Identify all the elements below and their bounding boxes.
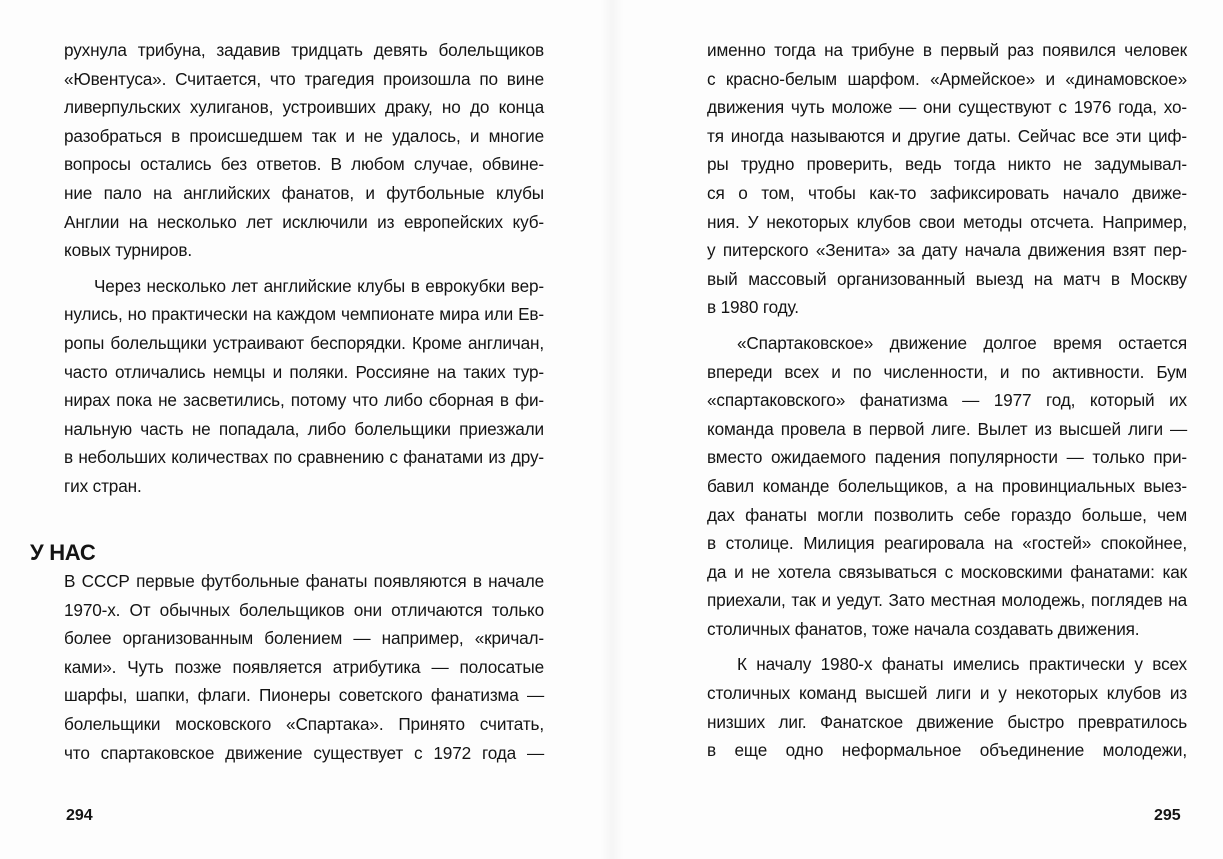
right-page-text	[707, 36, 1187, 765]
text-line: столичных команд высшей лиги и у некоторых клубов из	[707, 683, 1187, 704]
text-line: с красно-белым шарфом. «Армейское» и «динамовское»	[707, 68, 1187, 89]
text-line: Англии на несколько лет исключили из европейских куб-	[64, 211, 544, 232]
section-heading: У НАС	[30, 540, 96, 565]
left-paragraph-3	[64, 567, 544, 767]
text-line: вый массовый организованный выезд на матч в Москву	[707, 268, 1187, 289]
text-line: ры трудно проверить, ведь тогда никто не задумывал-	[707, 154, 1187, 175]
text-line: у питерского «Зенита» за дату начала движения взят пер-	[707, 240, 1187, 261]
text-line: гих стран.	[64, 475, 142, 496]
text-line: «спартаковского» фанатизма — 1977 год, который их	[707, 390, 1187, 411]
right-paragraph-3	[707, 650, 1187, 764]
text-line: ковых турниров.	[64, 240, 193, 261]
text-line: тя иногда называются и другие даты. Сейчас все эти циф-	[707, 125, 1187, 146]
text-line: впереди всех и по численности, и по активности. Бум	[707, 361, 1187, 382]
text-line: «Ювентуса». Считается, что трагедия произошла по вине	[64, 68, 544, 89]
page-number-left: 294	[66, 807, 93, 824]
right-paragraph-2	[707, 329, 1187, 644]
text-line: да и не хотела связываться с московскими фанатами: как	[707, 561, 1187, 582]
text-line: в небольших количествах по сравнению с фанатами из дру-	[64, 447, 544, 468]
text-line: Через несколько лет английские клубы в еврокубки вер-	[94, 275, 544, 296]
text-line: дах фанаты могли позволить себе гораздо больше, чем	[707, 504, 1187, 525]
text-line: приехали, так и уедут. Зато местная молодежь, поглядев на	[707, 590, 1187, 611]
text-line: команда провела в первой лиге. Вылет из высшей лиги —	[707, 418, 1187, 439]
text-line: именно тогда на трибуне в первый раз появился человек	[707, 40, 1187, 60]
text-line: ние пало на английских фанатов, и футбольные клубы	[64, 182, 544, 203]
text-line: ливерпульских хулиганов, устроивших драку, но до конца	[64, 97, 544, 118]
text-line: «Спартаковское» движение долгое время остается	[737, 332, 1187, 353]
text-line: нальную часть не попадала, либо болельщики приезжали	[64, 418, 544, 439]
text-line: ками». Чуть позже появляется атрибутика — полосатые	[64, 656, 544, 677]
text-line: бавил команде болельщиков, а на провинциальных выез-	[707, 475, 1187, 496]
right-paragraph-1	[707, 36, 1187, 322]
text-line: болельщики московского «Спартака». Принято считать,	[64, 713, 544, 734]
text-line: вопросы остались без ответов. В любом случае, обвине-	[64, 154, 544, 175]
book-gutter	[600, 0, 624, 859]
text-line: в 1980 году.	[707, 297, 799, 318]
text-line: в столице. Милиция реагировала на «гостей» спокойнее,	[707, 533, 1187, 554]
text-line: нулись, но практически на каждом чемпионате мира или Ев-	[64, 304, 544, 325]
left-paragraph-1	[64, 36, 544, 265]
page-number-right: 295	[1154, 807, 1181, 824]
text-line: что спартаковское движение существует с 1972 года —	[64, 742, 544, 763]
left-paragraph-2	[64, 272, 544, 501]
text-line: часто отличались немцы и поляки. Россияне на таких тур-	[64, 361, 544, 382]
text-line: более организованным болением — например, «кричал-	[64, 628, 544, 649]
text-line: разобраться в происшедшем так и не удалось, и многие	[64, 125, 544, 146]
text-line: рухнула трибуна, задавив тридцать девять болельщиков	[64, 40, 544, 60]
text-line: нирах пока не засветились, потому что либо сборная в фи-	[64, 390, 544, 411]
text-line: ния. У некоторых клубов свои методы отсчета. Например,	[707, 211, 1187, 232]
text-line: вместо ожидаемого падения популярности — только при-	[707, 447, 1187, 468]
text-line: низших лиг. Фанатское движение быстро превратилось	[707, 711, 1187, 732]
text-line: шарфы, шапки, флаги. Пионеры советского фанатизма —	[64, 685, 544, 706]
text-line: столичных фанатов, тоже начала создавать движения.	[707, 618, 1140, 639]
text-line: К началу 1980-х фанаты имелись практически у всех	[737, 654, 1187, 675]
text-line: движения чуть моложе — они существуют с 1976 года, хо-	[707, 97, 1187, 118]
text-line: В СССР первые футбольные фанаты появляются в начале	[64, 571, 544, 591]
left-page-text	[64, 36, 544, 501]
text-line: 1970-х. От обычных болельщиков они отличаются только	[64, 599, 544, 620]
text-line: в еще одно неформальное объединение молодежи,	[707, 740, 1187, 761]
text-line: ропы болельщики устраивают беспорядки. Кроме англичан,	[64, 332, 544, 353]
text-line: ся о том, чтобы как-то зафиксировать начало движе-	[707, 182, 1187, 203]
